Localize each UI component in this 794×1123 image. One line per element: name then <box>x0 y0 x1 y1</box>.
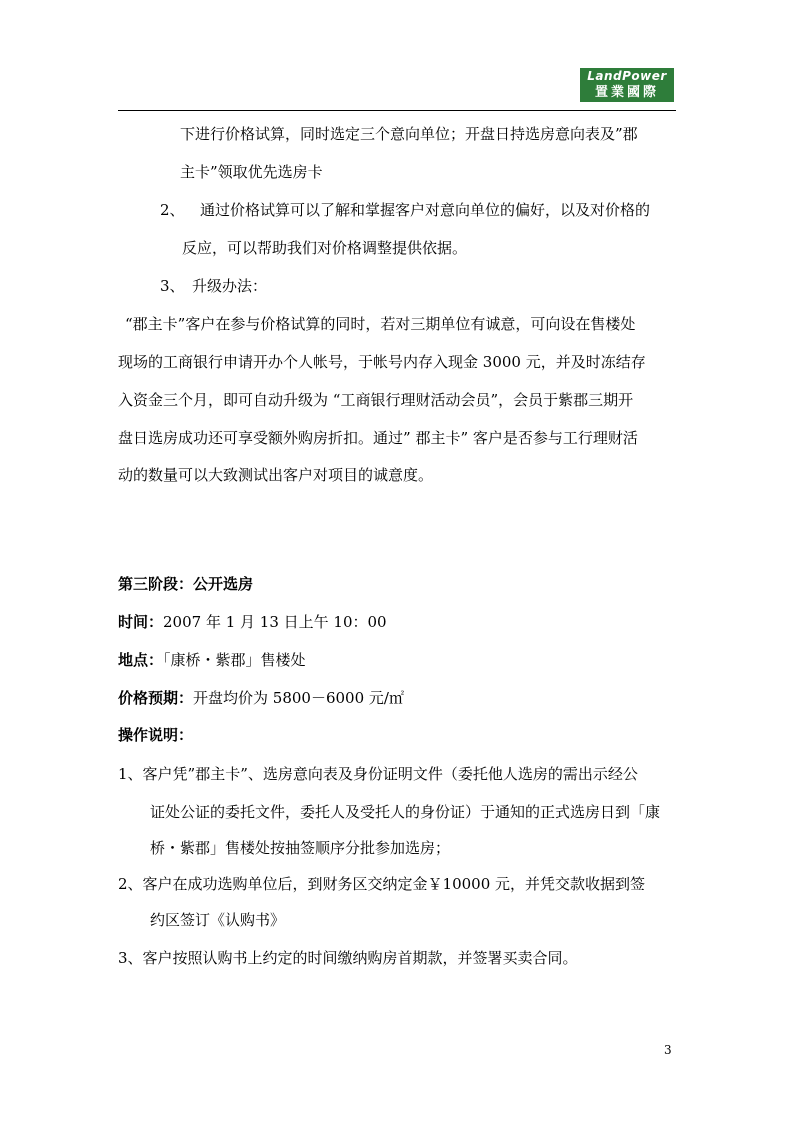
place-row <box>118 650 306 670</box>
operation-1-line-2: 证处公证的委托文件，委托人及受托人的身份证）于通知的正式选房日到「康 <box>150 803 661 821</box>
place-value: 「康桥・紫郡」售楼处 <box>163 651 306 669</box>
operation-1-line-1: 1、客户凭”郡主卡”、选房意向表及身份证明文件（委托他人选房的需出示经公 <box>118 765 638 783</box>
upgrade-line-1: “郡主卡”客户在参与价格试算的同时，若对三期单位有诚意，可向设在售楼处 <box>125 315 636 333</box>
place-label: 地点： <box>118 651 164 669</box>
item-3-label: 升级办法： <box>192 277 268 295</box>
time-row <box>118 612 387 632</box>
upgrade-line-4: 盘日选房成功还可享受额外购房折扣。通过” 郡主卡” 客户是否参与工行理财活 <box>118 429 638 447</box>
item-2-line-1: 通过价格试算可以了解和掌握客户对意向单位的偏好，以及对价格的 <box>200 201 651 219</box>
upgrade-line-5: 动的数量可以大致测试出客户对项目的诚意度。 <box>118 466 434 484</box>
header-rule <box>118 110 676 111</box>
intro-line-1: 下进行价格试算，同时选定三个意向单位；开盘日持选房意向表及”郡 <box>180 125 638 143</box>
operation-1-line-3: 桥・紫郡」售楼处按抽签顺序分批参加选房； <box>150 839 451 857</box>
item-3-number: 3、 <box>160 277 185 295</box>
operations-label: 操作说明： <box>118 726 194 744</box>
operation-2-line-2: 约区签订《认购书》 <box>150 911 286 929</box>
operation-3-line-1: 3、客户按照认购书上约定的时间缴纳购房首期款，并签署买卖合同。 <box>118 949 578 967</box>
intro-line-2: 主卡”领取优先选房卡 <box>180 163 323 181</box>
time-value: 2007 年 1 月 13 日上午 10：00 <box>163 613 387 631</box>
item-2-number: 2、 <box>160 201 185 219</box>
price-label: 价格预期： <box>118 689 194 707</box>
logo-chinese-text: 置業國際 <box>594 85 659 100</box>
page-number: 3 <box>664 1043 672 1057</box>
price-value: 开盘均价为 5800－6000 元/㎡ <box>193 689 404 707</box>
landpower-logo <box>580 68 674 102</box>
item-2-line-2: 反应，可以帮助我们对价格调整提供依据。 <box>182 239 468 257</box>
time-label: 时间： <box>118 613 164 631</box>
logo-english-text: LandPower <box>587 69 667 83</box>
stage-3-title: 第三阶段：公开选房 <box>118 575 254 593</box>
operation-2-line-1: 2、客户在成功选购单位后，到财务区交纳定金￥10000 元，并凭交款收据到签 <box>118 875 646 893</box>
upgrade-line-3: 入资金三个月，即可自动升级为 “工商银行理财活动会员”，会员于紫郡三期开 <box>118 391 634 409</box>
upgrade-line-2: 现场的工商银行申请开办个人帐号，于帐号内存入现金 3000 元，并及时冻结存 <box>118 353 646 371</box>
price-row <box>118 688 404 708</box>
